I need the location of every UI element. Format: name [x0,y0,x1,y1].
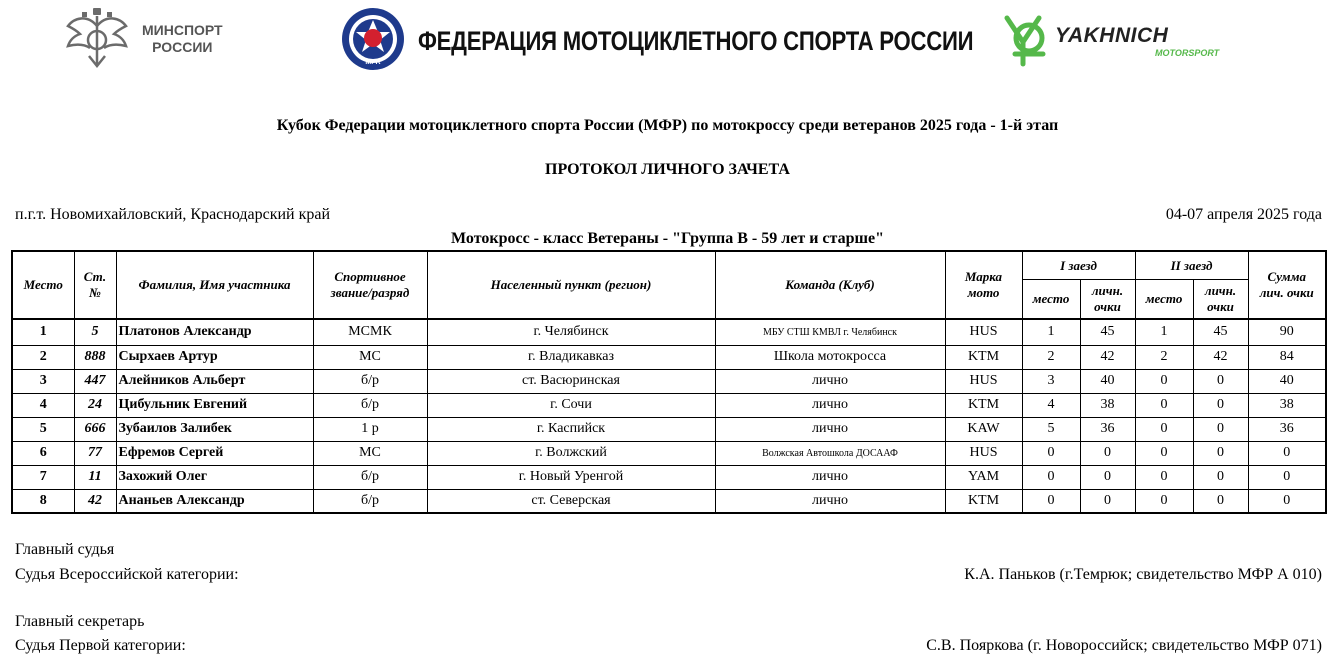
results-body [12,319,1326,513]
header-race2-points-line2: очки [1207,299,1234,314]
cell-race1-place: 0 [1022,465,1080,489]
cell-race1-place: 1 [1022,319,1080,345]
header-race2-place: место [1135,280,1193,320]
cell-brand: HUS [945,369,1022,393]
cell-place: 6 [12,441,74,465]
cell-rank: МСМК [313,319,427,345]
cell-place: 8 [12,489,74,513]
double-headed-eagle-icon [62,4,132,74]
header-brand [945,251,1022,319]
chief-secretary-category: Судья Первой категории: [15,637,186,654]
header-race1-points [1080,280,1135,320]
cell-city: г. Сочи [427,393,715,417]
cell-place: 4 [12,393,74,417]
cell-place: 7 [12,465,74,489]
cell-city: г. Новый Уренгой [427,465,715,489]
cell-brand: KTM [945,345,1022,369]
sponsor-sub: MOTORSPORT [1155,48,1220,58]
cell-team: лично [715,465,945,489]
header-race2-points-line1: личн. [1204,283,1237,298]
minsport-logo [62,4,242,74]
protocol-title: ПРОТОКОЛ ЛИЧНОГО ЗАЧЕТА [545,161,790,178]
cell-brand: HUS [945,441,1022,465]
cell-name: Захожий Олег [116,465,313,489]
cell-race2-points: 42 [1193,345,1248,369]
cell-start-no: 11 [74,465,116,489]
cell-team: МБУ СТШ КМВЛ г. Челябинск [715,319,945,345]
cell-race2-place: 2 [1135,345,1193,369]
cell-brand: KTM [945,489,1022,513]
header-city: Населенный пункт (регион) [427,251,715,319]
header-place: Место [12,251,74,319]
table-row [12,441,1326,465]
cell-name: Алейников Альберт [116,369,313,393]
cell-start-no: 888 [74,345,116,369]
cell-race1-points: 42 [1080,345,1135,369]
yakhnich-logo [1003,12,1223,72]
cell-team: лично [715,393,945,417]
cell-team: лично [715,489,945,513]
cell-race2-place: 0 [1135,393,1193,417]
cell-start-no: 24 [74,393,116,417]
cell-name: Ананьев Александр [116,489,313,513]
cell-start-no: 77 [74,441,116,465]
table-row [12,417,1326,441]
cell-race2-place: 0 [1135,465,1193,489]
cell-race2-points: 0 [1193,393,1248,417]
header-rank-line1: Спортивное [334,269,406,284]
cell-total: 0 [1248,489,1326,513]
cell-race1-place: 2 [1022,345,1080,369]
cell-race1-points: 38 [1080,393,1135,417]
cell-name: Зубаилов Залибек [116,417,313,441]
header-total-line1: Сумма [1267,269,1306,284]
cell-rank: 1 р [313,417,427,441]
cell-race2-place: 0 [1135,441,1193,465]
header-start-no-line2: № [89,285,101,300]
cell-race1-place: 4 [1022,393,1080,417]
cell-total: 40 [1248,369,1326,393]
header-rank-line2: звание/разряд [330,285,410,300]
cell-team: лично [715,417,945,441]
sponsor-brand: YAKHNICH [1055,24,1169,47]
mfr-badge-text: MFR [365,59,381,66]
cup-title: Кубок Федерации мотоциклетного спорта России (МФР) по мотокроссу среди ветеранов 2025 года - 1-й этап [276,117,1059,134]
cell-name: Ефремов Сергей [116,441,313,465]
cell-start-no: 666 [74,417,116,441]
table-row [12,489,1326,513]
table-row [12,369,1326,393]
cell-rank: б/р [313,393,427,417]
cell-team: Школа мотокросса [715,345,945,369]
header-race1-points-line2: очки [1094,299,1121,314]
cell-race1-points: 0 [1080,441,1135,465]
cell-place: 5 [12,417,74,441]
header-race1: I заезд [1022,251,1135,280]
cell-brand: KTM [945,393,1022,417]
header-name: Фамилия, Имя участника [116,251,313,319]
cell-total: 38 [1248,393,1326,417]
header-start-no [74,251,116,319]
cell-name: Платонов Александр [116,319,313,345]
cell-race2-points: 0 [1193,369,1248,393]
cell-team: Волжская Автошкола ДОСААФ [715,441,945,465]
mfr-emblem-icon [340,6,406,72]
cell-city: г. Каспийск [427,417,715,441]
table-row [12,319,1326,345]
cell-race1-points: 0 [1080,465,1135,489]
cell-rank: МС [313,345,427,369]
cell-race1-points: 36 [1080,417,1135,441]
cell-total: 0 [1248,465,1326,489]
cell-name: Сырхаев Артур [116,345,313,369]
minsport-text-2: РОССИИ [152,39,213,55]
table-row [12,465,1326,489]
cell-race2-points: 45 [1193,319,1248,345]
cell-start-no: 5 [74,319,116,345]
chief-judge-name: К.А. Паньков (г.Темрюк; свидетельство МФР А 010) [964,566,1322,583]
header-rank [313,251,427,319]
cell-place: 3 [12,369,74,393]
class-title: Мотокросс - класс Ветераны - "Группа B - 59 лет и старше" [451,230,884,247]
cell-total: 36 [1248,417,1326,441]
cell-city: г. Владикавказ [427,345,715,369]
cell-rank: б/р [313,369,427,393]
cell-race2-place: 0 [1135,417,1193,441]
mfr-logo [340,6,974,74]
cell-brand: HUS [945,319,1022,345]
cell-race1-points: 0 [1080,489,1135,513]
header-start-no-line1: Ст. [83,269,107,284]
header-race1-points-line1: личн. [1091,283,1124,298]
table-row [12,345,1326,369]
header-brand-line1: Марка [964,269,1003,284]
chief-secretary-title: Главный секретарь [15,613,145,630]
cell-city: ст. Северская [427,489,715,513]
cell-race2-points: 0 [1193,465,1248,489]
cell-race2-points: 0 [1193,489,1248,513]
header-team: Команда (Клуб) [715,251,945,319]
cell-rank: б/р [313,465,427,489]
cell-rank: МС [313,441,427,465]
results-table [11,250,1327,514]
cell-start-no: 447 [74,369,116,393]
cell-place: 2 [12,345,74,369]
header-race2-points [1193,280,1248,320]
chief-secretary-name: С.В. Пояркова (г. Новороссийск; свидетельство МФР 071) [926,637,1322,654]
cell-place: 1 [12,319,74,345]
table-row [12,393,1326,417]
cell-city: г. Волжский [427,441,715,465]
cell-race2-place: 0 [1135,369,1193,393]
cell-city: г. Челябинск [427,319,715,345]
cell-race1-place: 5 [1022,417,1080,441]
cell-race2-place: 1 [1135,319,1193,345]
cell-total: 90 [1248,319,1326,345]
cell-total: 0 [1248,441,1326,465]
yakhnich-mark-icon [1003,12,1055,68]
cell-race1-place: 3 [1022,369,1080,393]
cell-race2-points: 0 [1193,441,1248,465]
cell-city: ст. Васюринская [427,369,715,393]
cell-race2-points: 0 [1193,417,1248,441]
cell-total: 84 [1248,345,1326,369]
cell-race1-points: 40 [1080,369,1135,393]
cell-name: Цибульник Евгений [116,393,313,417]
cell-brand: YAM [945,465,1022,489]
cell-team: лично [715,369,945,393]
event-dates: 04-07 апреля 2025 года [1165,206,1322,223]
minsport-text-1: МИНСПОРТ [142,22,223,38]
federation-name: ФЕДЕРАЦИЯ МОТОЦИКЛЕТНОГО СПОРТА РОССИИ [418,26,974,56]
cell-rank: б/р [313,489,427,513]
header-total-line2: лич. очки [1259,285,1314,300]
header-race1-place: место [1022,280,1080,320]
chief-judge-title: Главный судья [15,541,115,558]
cell-race1-points: 45 [1080,319,1135,345]
cell-start-no: 42 [74,489,116,513]
cell-race2-place: 0 [1135,489,1193,513]
chief-judge-category: Судья Всероссийской категории: [15,566,239,583]
header-race2: II заезд [1135,251,1248,280]
event-location: п.г.т. Новомихайловский, Краснодарский край [15,206,331,223]
cell-race1-place: 0 [1022,441,1080,465]
cell-race1-place: 0 [1022,489,1080,513]
header-brand-line2: мото [967,285,1000,300]
cell-brand: KAW [945,417,1022,441]
header-total [1248,251,1326,319]
